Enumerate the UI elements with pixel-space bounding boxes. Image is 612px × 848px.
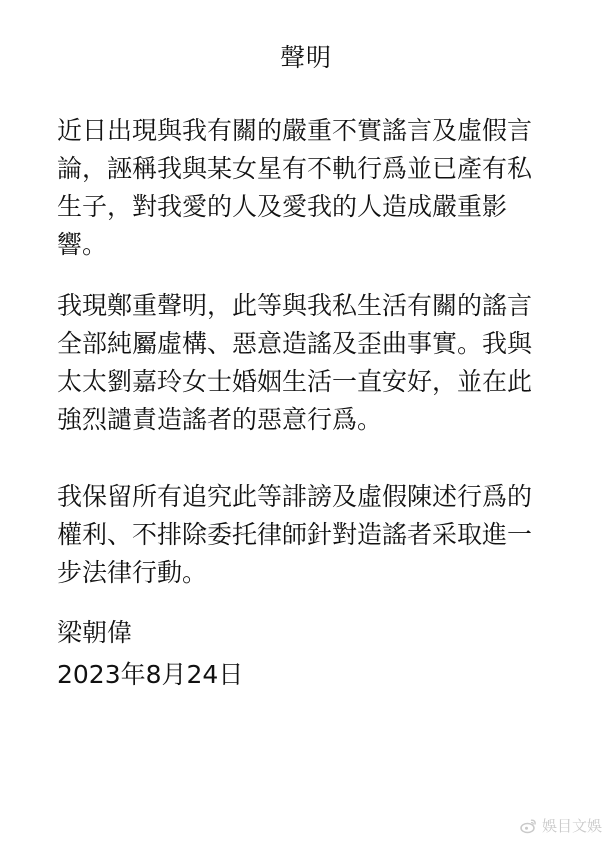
- watermark: [520, 815, 602, 836]
- statement-title: 聲明: [279, 43, 332, 72]
- statement-paragraph-1: [57, 112, 557, 264]
- paragraph-line: 響。: [57, 230, 108, 259]
- paragraph-line: 權利、不排除委托律師針對造謠者采取進一: [57, 520, 533, 549]
- statement-paragraph-3: [57, 478, 557, 592]
- statement-date: 2023年8月24日: [57, 660, 244, 689]
- statement-paragraph-2: [57, 287, 557, 439]
- paragraph-line: 我現鄭重聲明，此等與我私生活有關的謠言: [57, 291, 533, 320]
- paragraph-line: 生子，對我愛的人及愛我的人造成嚴重影: [57, 192, 508, 221]
- paragraph-line: 全部純屬虛構、惡意造謠及歪曲事實。我與: [57, 329, 533, 358]
- weibo-icon: [520, 818, 538, 834]
- paragraph-line: 步法律行動。: [57, 558, 208, 587]
- paragraph-line: 我保留所有追究此等誹謗及虛假陳述行爲的: [57, 482, 533, 511]
- watermark-text: 娛目文娛: [541, 817, 602, 835]
- paragraph-line: 論，誣稱我與某女星有不軌行爲並已產有私: [57, 154, 533, 183]
- signature: 梁朝偉: [57, 618, 133, 647]
- paragraph-line: 強烈譴責造謠者的惡意行爲。: [57, 405, 383, 434]
- paragraph-line: 近日出現與我有關的嚴重不實謠言及虛假言: [57, 116, 533, 145]
- paragraph-line: 太太劉嘉玲女士婚姻生活一直安好，並在此: [57, 367, 533, 396]
